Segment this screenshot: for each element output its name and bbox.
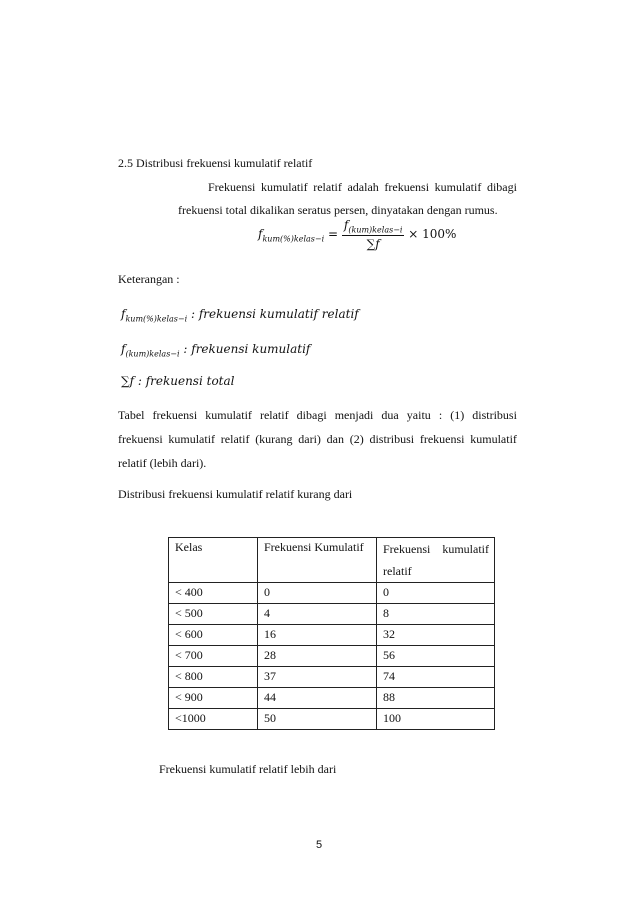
word: kumulatif (434, 180, 482, 194)
subheading-kurang-dari: Distribusi frekuensi kumulatif relatif kurang dari (118, 487, 353, 501)
word: distribusi (369, 432, 415, 446)
word: frekuensi (152, 408, 198, 422)
para-line-1 (118, 408, 517, 423)
word: menjadi (334, 408, 374, 422)
formula-lhs: $f_{kum(\%)kelas-i}$ (258, 227, 325, 244)
formula (258, 218, 456, 251)
cell-frekuensi-kumulatif: 37 (258, 667, 377, 688)
cell-frekuensi-kumulatif-relatif: 74 (377, 667, 495, 688)
cell-kelas: < 700 (169, 646, 258, 667)
word: frekuensi (384, 180, 430, 194)
cell-frekuensi-kumulatif: 50 (258, 709, 377, 730)
word: dari) (298, 432, 321, 446)
formula-fraction (342, 218, 405, 251)
word: (1) (450, 408, 465, 422)
cell-kelas: < 800 (169, 667, 258, 688)
word: adalah (347, 180, 379, 194)
cell-kelas: < 500 (169, 604, 258, 625)
table-row (169, 688, 495, 709)
cell-frekuensi-kumulatif: 0 (258, 583, 377, 604)
cell-frekuensi-kumulatif-relatif: 88 (377, 688, 495, 709)
word: relatif (259, 408, 289, 422)
word: kumulatif (205, 408, 252, 422)
word: relatif (313, 180, 342, 194)
table-row (169, 646, 495, 667)
cell-frekuensi-kumulatif-relatif: 56 (377, 646, 495, 667)
cell-kelas: < 600 (169, 625, 258, 646)
cell-frekuensi-kumulatif: 4 (258, 604, 377, 625)
word: distribusi (472, 408, 517, 422)
cell-frekuensi-kumulatif: 44 (258, 688, 377, 709)
header-frekuensi-kumulatif-relatif: Frekuensi kumulatif relatif (377, 538, 495, 583)
word: (kurang (255, 432, 293, 446)
cell-frekuensi-kumulatif-relatif: 0 (377, 583, 495, 604)
word: relatif (220, 432, 250, 446)
word: dan (326, 432, 344, 446)
cell-kelas: < 900 (169, 688, 258, 709)
word: dibagi (486, 180, 517, 194)
cell-frekuensi-kumulatif-relatif: 8 (377, 604, 495, 625)
table-row (169, 625, 495, 646)
para-line-2 (118, 432, 517, 447)
cell-frekuensi-kumulatif-relatif: 32 (377, 625, 495, 646)
keterangan-label: Keterangan : (118, 272, 180, 286)
word: yaitu (406, 408, 431, 422)
word: : (438, 408, 443, 422)
formula-numerator: $f_{(kum)kelas-i}$ (343, 218, 403, 235)
word: kumulatif (260, 180, 308, 194)
formula-equals: = (328, 227, 339, 242)
word: frekuensi (118, 432, 163, 446)
word: (2) (349, 432, 364, 446)
table-header-row (169, 538, 495, 583)
cell-frekuensi-kumulatif: 28 (258, 646, 377, 667)
word: kumulatif (470, 432, 517, 446)
word: frekuensi (419, 432, 465, 446)
word: Tabel (118, 408, 145, 422)
cell-frekuensi-kumulatif-relatif: 100 (377, 709, 495, 730)
cell-kelas: <1000 (169, 709, 258, 730)
legend-item-relatif: $f_{kum(\%)kelas-i}$ : frekuensi kumulatif relatif (121, 307, 359, 324)
page-number: 5 (316, 839, 323, 851)
cell-frekuensi-kumulatif: 16 (258, 625, 377, 646)
table-row (169, 667, 495, 688)
table-row (169, 604, 495, 625)
word: Frekuensi (208, 180, 256, 194)
para-line-3: relatif (lebih dari). (118, 456, 207, 470)
subheading-lebih-dari: Frekuensi kumulatif relatif lebih dari (159, 762, 337, 776)
word: kumulatif (168, 432, 216, 446)
word: dua (381, 408, 399, 422)
section-heading: 2.5 Distribusi frekuensi kumulatif relatif (118, 156, 313, 170)
table-row (169, 583, 495, 604)
word: dibagi (296, 408, 327, 422)
intro-line-2: frekuensi total dikalikan seratus persen, dinyatakan dengan rumus. (178, 203, 498, 217)
formula-denominator: ∑f (366, 237, 380, 252)
formula-times-100: × 100% (408, 227, 457, 242)
intro-line-1 (208, 180, 517, 195)
header-frekuensi-kumulatif: Frekuensi Kumulatif (258, 538, 377, 583)
legend-item-total: ∑f : frekuensi total (121, 374, 235, 388)
legend-item-kumulatif: $f_{(kum)kelas-i}$ : frekuensi kumulatif (121, 342, 311, 359)
header-kelas: Kelas (169, 538, 258, 583)
table-row (169, 709, 495, 730)
cell-kelas: < 400 (169, 583, 258, 604)
distribution-table (168, 537, 495, 730)
